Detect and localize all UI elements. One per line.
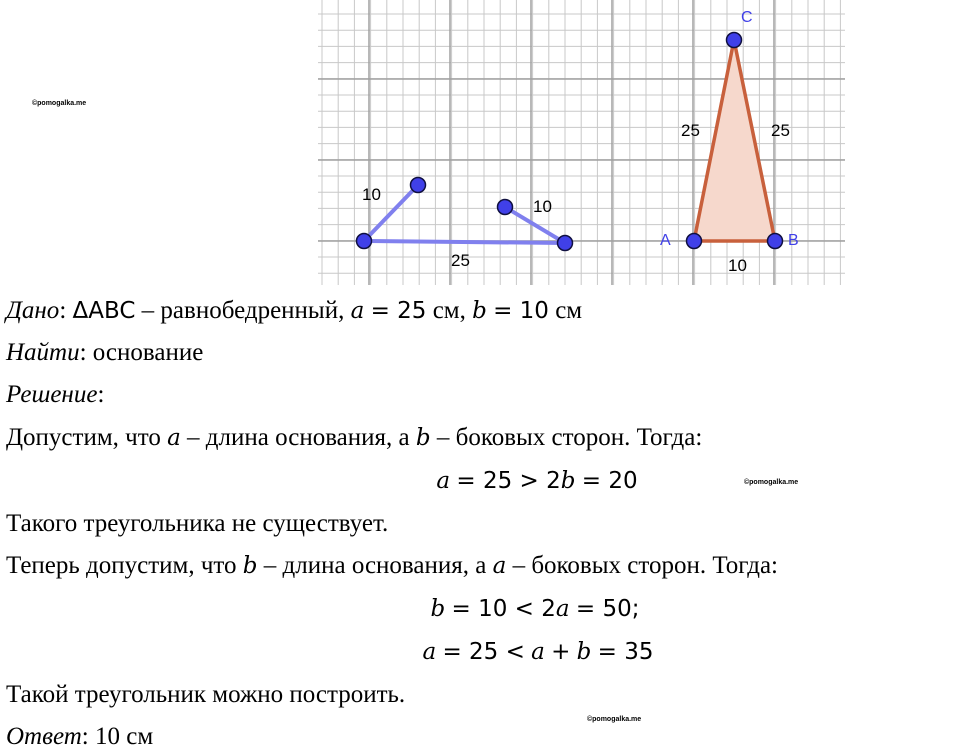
point <box>357 234 372 249</box>
assume1-line <box>6 423 702 453</box>
assume1-post: – боковых сторон. Тогда: <box>436 424 703 451</box>
assume1-mid: – длина основания, а <box>187 424 410 451</box>
answer-line <box>6 722 153 752</box>
vertex-label-a: A <box>660 232 671 249</box>
vertex-label-c: C <box>741 9 753 26</box>
b-value: = 10 <box>493 298 549 324</box>
side-label-ac: 25 <box>681 121 700 140</box>
var-b: b <box>576 639 592 665</box>
unit-cm: см, <box>432 297 466 324</box>
no-triangle-line: Такого треугольника не существует. <box>6 510 389 537</box>
point-b <box>768 234 783 249</box>
inequality-1 <box>0 466 960 496</box>
geometry-figure <box>0 0 960 290</box>
inequality-3 <box>0 637 960 667</box>
assume2-line <box>6 551 778 581</box>
var-b: b <box>415 425 431 451</box>
var-b: b <box>430 596 446 622</box>
ineq3-right: = 35 <box>597 639 654 665</box>
segment-label-a: 25 <box>451 251 470 270</box>
given-line <box>6 296 582 326</box>
answer-text: : 10 см <box>81 723 154 750</box>
assume2-post: – боковых сторон. Тогда: <box>512 552 778 579</box>
side-label-ab: 10 <box>728 256 747 275</box>
unit-cm: см <box>555 297 583 324</box>
solution-label: Решение <box>6 381 98 408</box>
given-colon: : <box>59 297 67 324</box>
vertex-label-b: B <box>788 232 799 249</box>
var-a: a <box>555 596 570 622</box>
var-a: a <box>167 425 181 451</box>
point <box>411 178 426 193</box>
answer-label: Ответ <box>6 723 82 750</box>
assume2-mid: – длина основания, а <box>263 552 487 579</box>
var-a: a <box>436 468 451 494</box>
point-a <box>687 234 702 249</box>
find-line <box>6 338 203 368</box>
triangle-abc <box>694 40 775 241</box>
side-label-bc: 25 <box>771 121 790 140</box>
point <box>558 236 573 251</box>
solution-colon: : <box>97 381 105 408</box>
point-c <box>727 33 742 48</box>
ineq2-left: = 10 < 2 <box>451 596 556 622</box>
assume1-pre: Допустим, что <box>6 424 161 451</box>
watermark: ©pomogalka.me <box>744 479 799 486</box>
inequality-2 <box>0 594 960 624</box>
ineq3-left: = 25 < <box>442 639 525 665</box>
var-b: b <box>560 468 576 494</box>
find-label: Найти <box>6 339 80 366</box>
var-a: a <box>422 639 437 665</box>
can-build-line: Такой треугольник можно построить. <box>6 681 406 708</box>
segment-label-b-right: 10 <box>533 197 552 216</box>
find-text: : основание <box>79 339 204 366</box>
var-a: a <box>492 553 507 579</box>
point <box>498 200 513 215</box>
ineq1-left: = 25 > 2 <box>456 468 561 494</box>
var-b: b <box>472 298 487 324</box>
a-value: = 25 <box>370 298 427 324</box>
ineq1-right: = 20 <box>581 468 638 494</box>
ineq2-right: = 50; <box>575 596 640 622</box>
var-b: b <box>242 553 258 579</box>
triangle-name: ΔABC <box>72 298 136 324</box>
watermark: ©pomogalka.me <box>587 716 642 723</box>
ineq3-plus: + <box>551 639 571 665</box>
solution-line <box>6 380 104 410</box>
given-desc: – равнобедренный, <box>141 297 345 324</box>
var-a: a <box>531 639 545 665</box>
assume2-pre: Теперь допустим, что <box>6 552 237 579</box>
segment-a <box>364 241 565 243</box>
segment-label-b-left: 10 <box>362 185 381 204</box>
var-a: a <box>350 298 365 324</box>
watermark: ©pomogalka.me <box>32 100 87 107</box>
given-label: Дано <box>6 297 60 324</box>
